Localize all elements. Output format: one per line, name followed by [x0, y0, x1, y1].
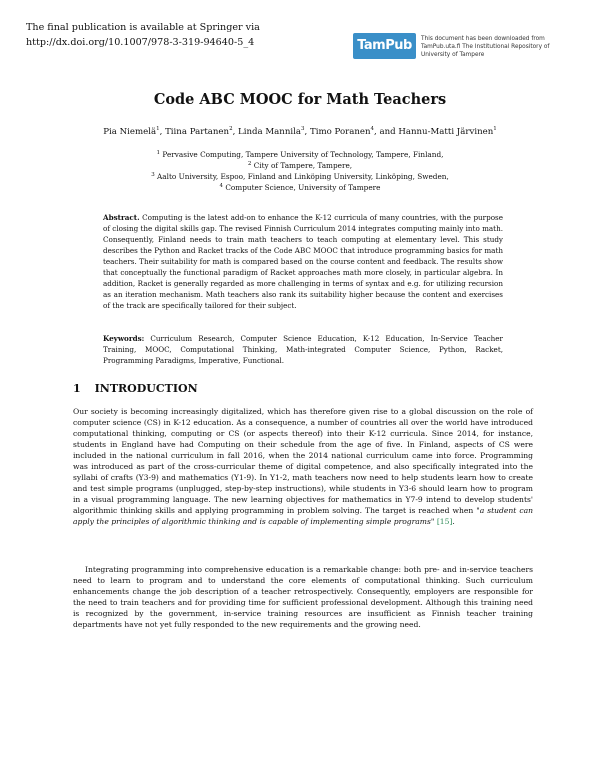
para1-quote: "a student can apply the principles of algorithmic thinking and is capable of implementing simple programs"	[73, 506, 533, 526]
abstract-text: Computing is the latest add-on to enhance the K-12 curricula of many countries, with the purpose of closing the digital skills gap. The revised Finnish Curriculum 2014 integrates computing mainly into math. Consequently, Finland needs to train math teachers to teach computing at elementary level. This study describes the Python and Racket tracks of the Code ABC MOOC that introduce programming basics for math teachers. Their suitability for math is compared based on the course content and feedback. The results show that conceptually the functional paradigm of Racket approaches math more closely, in particular algebra. In addition, Racket is generally regarded as more challenging in terms of syntax and e.g. for utilizing recursion as an iteration mechanism. Math teachers also rank its suitability higher because the content and exercises of the track are specifically tailored for their subject.	[103, 213, 503, 310]
paper-title: Code ABC MOOC for Math Teachers	[153, 91, 447, 108]
intro-paragraph-2: Integrating programming into comprehensive education is a remarkable change: both pre- and in-service teachers need to learn to program and to understand the core elements of computational thinking. Such curriculum enhancements change the job description of a teacher retrospectively. Consequently, employers are responsible for the need to train teachers and for providing time for sufficient professional development. Although this training need is recognized by the government, in-service training resources are insufficient as Finnish teacher training departments have not yet fully responded to the new requirements and the growing need.	[73, 565, 533, 629]
author: and Hannu-Matti Järvinen	[379, 127, 494, 137]
author-sup: 1	[156, 126, 160, 132]
author: Linda Mannila	[238, 127, 301, 137]
tampub-logo-mark: TamPub	[353, 33, 416, 59]
section-heading	[73, 382, 198, 395]
author: Tiina Partanen	[165, 127, 230, 137]
author-sup: 3	[301, 126, 305, 132]
author-sup: 1	[493, 126, 497, 132]
availability-line: The final publication is available at Springer via	[26, 22, 260, 33]
affiliation: $^4$ Computer Science, University of Tampere	[219, 183, 381, 192]
author-sup: 4	[370, 126, 374, 132]
author: Timo Poranen	[309, 127, 371, 137]
author: Pia Niemelä	[103, 127, 157, 137]
affiliation: $^3$ Aalto University, Espoo, Finland and Linköping University, Linköping, Sweden,	[151, 172, 449, 181]
keywords-label: Keywords:	[103, 334, 145, 343]
section-number: 1	[73, 382, 81, 395]
author-sup: 2	[229, 126, 233, 132]
tampub-tagline: This document has been downloaded from TamPub.uta.fi The Institutional Repository of University of Tampere	[421, 36, 550, 58]
author-list: Pia Niemelä$^1$, Tiina Partanen$^2$, Linda Mannila$^3$, Timo Poranen$^4$, and Hannu-Matti Järvinen$^1$	[103, 126, 497, 137]
keywords-text: Curriculum Research, Computer Science Education, K-12 Education, In-Service Teacher Training, MOOC, Computational Thinking, Math-integrated Computer Science, Python, Racket, Programming Paradigms, Imperative, Functional.	[103, 334, 503, 365]
publication-note	[26, 20, 260, 50]
affiliations	[0, 149, 600, 193]
affiliation: $^1$ Pervasive Computing, Tampere University of Technology, Tampere, Finland,	[156, 150, 444, 159]
section-title: INTRODUCTION	[94, 382, 198, 395]
keywords	[103, 333, 503, 366]
abstract-label: Abstract.	[103, 213, 140, 222]
para1-main: Our society is becoming increasingly digitalized, which has therefore given rise to a global discussion on the role of computer science (CS) in K-12 education. As a consequence, a number of countries all over the world have introduced computational thinking, computing or CS (or aspects thereof) into their K-12 curricula. Since 2014, for instance, students in England have had Computing on their schedule from the age of five. In Finland, aspects of CS were included in the national curriculum in fall 2016, when the 2014 national curriculum came into force. Programming was introduced as part of the cross-curricular theme of digital competence, and also specifically integrated into the syllabi of crafts (Y3-9) and mathematics (Y1-9). In Y1-2, math teachers now need to help students learn how to create and test simple programs (unplugged, step-by-step instructions), while students in Y3-6 should learn how to program in a visual programming language. The new learning objectives for mathematics in Y7-9 intend to develop students' algorithmic thinking skills and applying programming in problem solving. The target is reached when	[73, 407, 533, 515]
abstract	[103, 212, 503, 311]
tampub-logo	[353, 33, 553, 59]
intro-paragraph-1: Our society is becoming increasingly digitalized, which has therefore given rise to a global discussion on the role of computer science (CS) in K-12 education. As a consequence, a number of countries all over the world have introduced computational thinking, computing or CS (or aspects thereof) into their K-12 curricula. Since 2014, for instance, students in England have had Computing on their schedule from the age of five. In Finland, aspects of CS were included in the national curriculum in fall 2016, when the 2014 national curriculum came into force. Programming was introduced as part of the cross-curricular theme of digital competence, and also specifically integrated into the syllabi of crafts (Y3-9) and mathematics (Y1-9). In Y1-2, math teachers now need to help students learn how to create and test simple programs (unplugged, step-by-step instructions), while students in Y3-6 should learn how to program in a visual programming language. The new learning objectives for mathematics in Y7-9 intend to develop students' algorithmic thinking skills and applying programming in problem solving. The target is reached when "a student can apply the principles of algorithmic thinking and is capable of implementing simple programs" [15].	[73, 407, 533, 526]
affiliation: $^2$ City of Tampere, Tampere,	[247, 161, 353, 170]
citation-link[interactable]: [15]	[436, 517, 453, 526]
doi-link[interactable]: http://dx.doi.org/10.1007/978-3-319-94640-5_4	[26, 37, 255, 48]
